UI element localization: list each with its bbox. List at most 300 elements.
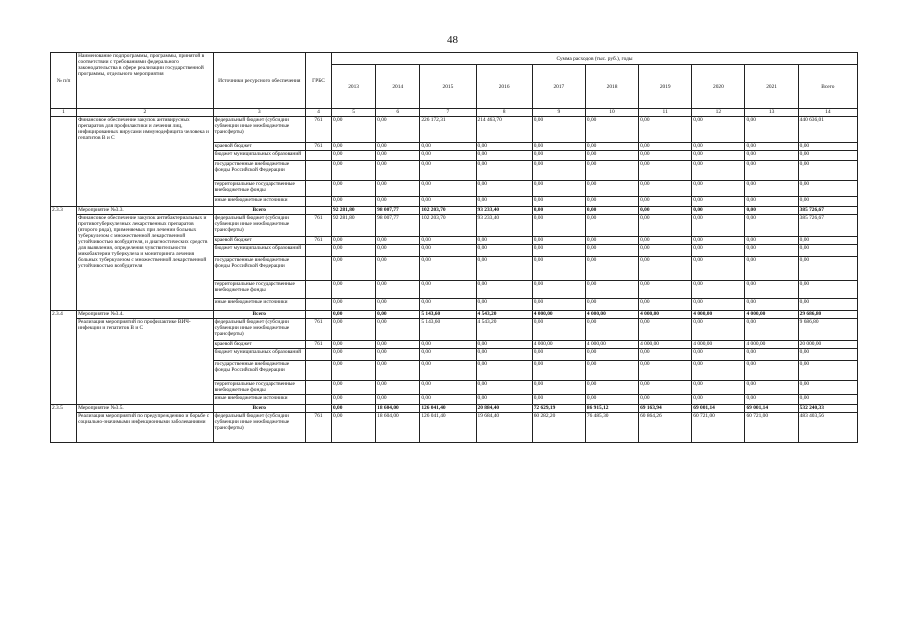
amount-value: 0,00 (745, 181, 798, 197)
amount-value: 0,00 (692, 161, 745, 181)
amount-value: 0,00 (745, 395, 798, 405)
column-index: 6 (376, 109, 420, 117)
total-value: 72 629,19 (532, 405, 585, 413)
amount-value: 0,00 (420, 395, 476, 405)
amount-value: 0,00 (798, 281, 857, 299)
amount-value: 0,00 (798, 349, 857, 361)
header-name: Наименование подпрограммы, программы, принятой в соответствии с требованиями федерального законодательства в сфере реализации государственной программы, отдельного мероприятия (77, 53, 214, 109)
amount-value: 0,00 (532, 117, 585, 143)
measure-title: Мероприятие №3.5. (77, 405, 214, 413)
total-row (51, 311, 858, 319)
amount-value: 0,00 (476, 161, 532, 181)
amount-value: 0,00 (420, 161, 476, 181)
grbs-code (305, 245, 331, 257)
amount-value: 0,00 (745, 299, 798, 311)
amount-value: 60 282,20 (532, 413, 585, 443)
source-row (51, 319, 858, 341)
total-value: 4 000,00 (639, 311, 692, 319)
amount-value: 0,00 (585, 395, 638, 405)
total-value: 18 604,00 (376, 405, 420, 413)
funding-source: государственные внебюджетные фонды Российской Федерации (213, 257, 305, 281)
year-header: 2017 (532, 65, 585, 109)
grbs-code: 761 (305, 215, 331, 237)
amount-value: 0,00 (532, 215, 585, 237)
amount-value: 0,00 (692, 143, 745, 151)
amount-value: 0,00 (798, 245, 857, 257)
amount-value: 0,00 (420, 299, 476, 311)
amount-value: 0,00 (745, 143, 798, 151)
amount-value: 0,00 (745, 245, 798, 257)
amount-value: 0,00 (376, 341, 420, 349)
amount-value: 4 543,20 (476, 319, 532, 341)
amount-value: 98 007,77 (376, 215, 420, 237)
amount-value: 5 143,60 (420, 319, 476, 341)
column-index: 13 (745, 109, 798, 117)
year-header: 2019 (639, 65, 692, 109)
amount-value: 0,00 (585, 117, 638, 143)
amount-value: 0,00 (639, 237, 692, 245)
measure-number: 2.3.5 (51, 405, 77, 443)
amount-value: 0,00 (476, 349, 532, 361)
header-sum: Сумма расходов (тыс. руб.), годы (332, 53, 858, 65)
amount-value: 0,00 (376, 349, 420, 361)
amount-value: 0,00 (420, 181, 476, 197)
source-row (51, 117, 858, 143)
amount-value: 0,00 (745, 215, 798, 237)
amount-value: 0,00 (745, 151, 798, 161)
total-value: 102 203,70 (420, 207, 476, 215)
amount-value: 0,00 (332, 349, 376, 361)
amount-value: 0,00 (745, 281, 798, 299)
amount-value: 0,00 (376, 395, 420, 405)
amount-value: 0,00 (798, 161, 857, 181)
column-index: 10 (585, 109, 638, 117)
grbs-cell (305, 207, 331, 215)
funding-source: иные внебюджетные источники (213, 197, 305, 207)
amount-value: 4 000,00 (692, 341, 745, 349)
amount-value: 0,00 (376, 237, 420, 245)
total-value: 4 000,00 (532, 311, 585, 319)
total-value: 126 041,40 (420, 405, 476, 413)
amount-value: 0,00 (639, 143, 692, 151)
amount-value: 0,00 (745, 257, 798, 281)
amount-value: 9 686,80 (798, 319, 857, 341)
header-grbs: ГРБС (305, 53, 331, 109)
amount-value: 0,00 (798, 197, 857, 207)
total-value: 86 915,12 (585, 405, 638, 413)
year-header: 2021 (745, 65, 798, 109)
grbs-code (305, 181, 331, 197)
amount-value: 0,00 (376, 143, 420, 151)
column-index: 1 (51, 109, 77, 117)
amount-value: 0,00 (585, 245, 638, 257)
amount-value: 0,00 (692, 117, 745, 143)
funding-source: государственные внебюджетные фонды Российской Федерации (213, 361, 305, 381)
amount-value: 0,00 (476, 361, 532, 381)
total-label: Всего (213, 311, 305, 319)
amount-value: 4 000,00 (585, 341, 638, 349)
measure-description: Финансовое обеспечение закупок антибактериальных и противотуберкулезных лекарственных препаратов (второго ряда), применяемых при лечении больных туберкулезом с множественной лекарственной устойчивостью возбудителя, и диагностических средств для выявления, определения чувствительности микобактерии туберкулеза и мониторинга лечения больных туберкулезом с множественной лекарственной устойчивостью возбудителя (77, 215, 214, 311)
amount-value: 0,00 (692, 257, 745, 281)
total-value: 69 163,94 (639, 405, 692, 413)
amount-value: 0,00 (476, 395, 532, 405)
total-value: 0,00 (585, 207, 638, 215)
amount-value: 0,00 (798, 237, 857, 245)
funding-source: иные внебюджетные источники (213, 299, 305, 311)
total-value: 69 001,14 (692, 405, 745, 413)
amount-value: 0,00 (639, 197, 692, 207)
amount-value: 440 636,01 (798, 117, 857, 143)
total-label: Всего (213, 207, 305, 215)
amount-value: 0,00 (585, 381, 638, 395)
amount-value: 0,00 (332, 245, 376, 257)
amount-value: 60 721,00 (692, 413, 745, 443)
amount-value: 0,00 (332, 143, 376, 151)
amount-value: 0,00 (532, 395, 585, 405)
amount-value: 0,00 (639, 215, 692, 237)
amount-value: 126 041,40 (420, 413, 476, 443)
total-value: 0,00 (532, 207, 585, 215)
total-value: 4 000,00 (585, 311, 638, 319)
column-index: 3 (213, 109, 305, 117)
total-value: 0,00 (332, 311, 376, 319)
measure-description: Реализация мероприятий по профилактике ВИЧ-инфекции и гепатитов В и С (77, 319, 214, 405)
amount-value: 0,00 (476, 151, 532, 161)
amount-value: 0,00 (585, 281, 638, 299)
column-index: 11 (639, 109, 692, 117)
amount-value: 0,00 (376, 381, 420, 395)
amount-value: 0,00 (420, 281, 476, 299)
amount-value: 0,00 (376, 161, 420, 181)
amount-value: 0,00 (532, 349, 585, 361)
amount-value: 0,00 (692, 237, 745, 245)
amount-value: 0,00 (745, 349, 798, 361)
amount-value: 92 281,80 (332, 215, 376, 237)
total-value: 0,00 (332, 405, 376, 413)
grbs-code: 761 (305, 117, 331, 143)
measure-number (51, 117, 77, 207)
amount-value: 0,00 (420, 197, 476, 207)
total-value: 0,00 (376, 311, 420, 319)
amount-value: 0,00 (745, 197, 798, 207)
grbs-code: 761 (305, 237, 331, 245)
grbs-code (305, 381, 331, 395)
amount-value: 0,00 (798, 381, 857, 395)
year-header: 2013 (332, 65, 376, 109)
total-value: 4 000,00 (745, 311, 798, 319)
amount-value: 0,00 (332, 151, 376, 161)
amount-value: 18 604,00 (376, 413, 420, 443)
amount-value: 0,00 (745, 381, 798, 395)
amount-value: 0,00 (476, 245, 532, 257)
funding-source: федеральный бюджет (субсидии субвенции иные межбюджетные трансферты) (213, 215, 305, 237)
amount-value: 0,00 (376, 319, 420, 341)
amount-value: 0,00 (692, 245, 745, 257)
amount-value: 0,00 (332, 181, 376, 197)
amount-value: 0,00 (476, 341, 532, 349)
amount-value: 0,00 (639, 161, 692, 181)
amount-value: 483 403,56 (798, 413, 857, 443)
amount-value: 0,00 (692, 197, 745, 207)
grbs-code (305, 151, 331, 161)
amount-value: 0,00 (745, 117, 798, 143)
amount-value: 0,00 (420, 143, 476, 151)
grbs-code (305, 197, 331, 207)
amount-value: 0,00 (376, 281, 420, 299)
amount-value: 0,00 (585, 361, 638, 381)
amount-value: 0,00 (798, 299, 857, 311)
total-row (51, 405, 858, 413)
amount-value: 0,00 (639, 299, 692, 311)
grbs-code: 761 (305, 341, 331, 349)
funding-source: бюджет муниципальных образований (213, 245, 305, 257)
amount-value: 0,00 (639, 245, 692, 257)
amount-value: 0,00 (692, 215, 745, 237)
amount-value: 0,00 (798, 257, 857, 281)
total-value: 4 543,20 (476, 311, 532, 319)
amount-value: 0,00 (376, 257, 420, 281)
amount-value: 76 485,30 (585, 413, 638, 443)
grbs-code (305, 395, 331, 405)
amount-value: 0,00 (332, 117, 376, 143)
amount-value: 0,00 (376, 151, 420, 161)
amount-value: 0,00 (639, 151, 692, 161)
funding-source: государственные внебюджетные фонды Российской Федерации (213, 161, 305, 181)
total-value: 93 233,40 (476, 207, 532, 215)
amount-value: 0,00 (639, 381, 692, 395)
grbs-code (305, 361, 331, 381)
measure-title: Мероприятие №3.4. (77, 311, 214, 319)
amount-value: 385 726,67 (798, 215, 857, 237)
expenses-table (50, 52, 858, 443)
amount-value: 19 684,40 (476, 413, 532, 443)
amount-value: 0,00 (376, 361, 420, 381)
measure-title: Мероприятие №3.3. (77, 207, 214, 215)
grbs-code (305, 349, 331, 361)
amount-value: 0,00 (639, 257, 692, 281)
amount-value: 0,00 (332, 413, 376, 443)
amount-value: 0,00 (476, 197, 532, 207)
amount-value: 0,00 (376, 245, 420, 257)
amount-value: 0,00 (376, 197, 420, 207)
page-number: 48 (447, 34, 458, 46)
amount-value: 0,00 (420, 341, 476, 349)
year-header: 2015 (420, 65, 476, 109)
amount-value: 0,00 (420, 245, 476, 257)
amount-value: 0,00 (585, 257, 638, 281)
amount-value: 0,00 (798, 143, 857, 151)
amount-value: 0,00 (639, 361, 692, 381)
amount-value: 0,00 (420, 151, 476, 161)
amount-value: 0,00 (476, 181, 532, 197)
grbs-code (305, 299, 331, 311)
amount-value: 0,00 (532, 319, 585, 341)
amount-value: 60 721,00 (745, 413, 798, 443)
measure-description: Финансовое обеспечение закупок антивирусных препаратов для профилактики и лечения лиц, инфицированных вирусами иммунодефицита человека и гепатитов В и С (77, 117, 214, 207)
amount-value: 0,00 (692, 151, 745, 161)
amount-value: 0,00 (585, 151, 638, 161)
amount-value: 0,00 (532, 361, 585, 381)
header-source: Источники ресурсного обеспечения (213, 53, 305, 109)
funding-source: федеральный бюджет (субсидии субвенции иные межбюджетные трансферты) (213, 319, 305, 341)
amount-value: 0,00 (532, 237, 585, 245)
amount-value: 0,00 (639, 117, 692, 143)
measure-description: Реализация мероприятий по предупреждению и борьбе с социально-значимыми инфекционными заболеваниями (77, 413, 214, 443)
total-row (51, 207, 858, 215)
amount-value: 0,00 (332, 319, 376, 341)
amount-value: 0,00 (332, 299, 376, 311)
amount-value: 0,00 (332, 281, 376, 299)
amount-value: 0,00 (332, 381, 376, 395)
amount-value: 0,00 (420, 349, 476, 361)
amount-value: 226 172,31 (420, 117, 476, 143)
amount-value: 0,00 (332, 237, 376, 245)
funding-source: территориальные государственные внебюджетные фонды (213, 381, 305, 395)
amount-value: 0,00 (332, 361, 376, 381)
amount-value: 0,00 (745, 319, 798, 341)
amount-value: 0,00 (532, 281, 585, 299)
grbs-code (305, 281, 331, 299)
amount-value: 0,00 (692, 281, 745, 299)
year-header: 2014 (376, 65, 420, 109)
amount-value: 0,00 (420, 257, 476, 281)
total-value: 5 143,60 (420, 311, 476, 319)
funding-source: федеральный бюджет (субсидии субвенции иные межбюджетные трансферты) (213, 413, 305, 443)
amount-value: 0,00 (476, 299, 532, 311)
amount-value: 0,00 (745, 237, 798, 245)
funding-source: федеральный бюджет (субсидии субвенции иные межбюджетные трансферты) (213, 117, 305, 143)
column-index: 14 (798, 109, 857, 117)
amount-value: 0,00 (692, 181, 745, 197)
amount-value: 0,00 (532, 381, 585, 395)
amount-value: 0,00 (692, 361, 745, 381)
amount-value: 4 000,00 (532, 341, 585, 349)
amount-value: 0,00 (585, 237, 638, 245)
column-index: 4 (305, 109, 331, 117)
amount-value: 0,00 (476, 281, 532, 299)
column-index: 7 (420, 109, 476, 117)
amount-value: 0,00 (376, 117, 420, 143)
column-index: 5 (332, 109, 376, 117)
amount-value: 0,00 (585, 299, 638, 311)
amount-value: 0,00 (639, 181, 692, 197)
amount-value: 0,00 (585, 143, 638, 151)
amount-value: 0,00 (420, 237, 476, 245)
amount-value: 0,00 (332, 161, 376, 181)
amount-value: 0,00 (532, 151, 585, 161)
total-value: 69 001,14 (745, 405, 798, 413)
year-header: 2020 (692, 65, 745, 109)
amount-value: 0,00 (532, 161, 585, 181)
amount-value: 0,00 (476, 237, 532, 245)
amount-value: 0,00 (692, 299, 745, 311)
grbs-cell (305, 311, 331, 319)
amount-value: 0,00 (585, 215, 638, 237)
amount-value: 0,00 (585, 161, 638, 181)
amount-value: 4 000,00 (745, 341, 798, 349)
column-index: 8 (476, 109, 532, 117)
amount-value: 0,00 (798, 181, 857, 197)
total-value: 29 686,80 (798, 311, 857, 319)
funding-source: краевой бюджет (213, 143, 305, 151)
source-row (51, 413, 858, 443)
source-row (51, 215, 858, 237)
amount-value: 0,00 (692, 381, 745, 395)
amount-value: 0,00 (585, 319, 638, 341)
column-index: 9 (532, 109, 585, 117)
amount-value: 0,00 (332, 341, 376, 349)
funding-source: краевой бюджет (213, 237, 305, 245)
year-header: 2016 (476, 65, 532, 109)
funding-source: бюджет муниципальных образований (213, 349, 305, 361)
amount-value: 20 000,00 (798, 341, 857, 349)
amount-value: 4 000,00 (639, 341, 692, 349)
funding-source: иные внебюджетные источники (213, 395, 305, 405)
amount-value: 0,00 (798, 361, 857, 381)
amount-value: 0,00 (639, 349, 692, 361)
amount-value: 0,00 (639, 395, 692, 405)
total-value: 0,00 (745, 207, 798, 215)
amount-value: 0,00 (639, 319, 692, 341)
total-value: 0,00 (692, 207, 745, 215)
amount-value: 0,00 (332, 257, 376, 281)
amount-value: 0,00 (532, 257, 585, 281)
grbs-code: 761 (305, 319, 331, 341)
header-no: № п/п (51, 53, 77, 109)
total-label: Всего (213, 405, 305, 413)
grbs-cell (305, 405, 331, 413)
amount-value: 0,00 (745, 161, 798, 181)
amount-value: 0,00 (585, 349, 638, 361)
amount-value: 0,00 (585, 197, 638, 207)
year-header: 2018 (585, 65, 638, 109)
amount-value: 0,00 (332, 197, 376, 207)
total-value: 532 240,33 (798, 405, 857, 413)
funding-source: краевой бюджет (213, 341, 305, 349)
funding-source: территориальные государственные внебюджетные фонды (213, 281, 305, 299)
amount-value: 93 233,40 (476, 215, 532, 237)
amount-value: 0,00 (420, 361, 476, 381)
amount-value: 0,00 (420, 381, 476, 395)
amount-value: 0,00 (532, 299, 585, 311)
grbs-code: 761 (305, 143, 331, 151)
grbs-code: 761 (305, 413, 331, 443)
amount-value: 0,00 (376, 181, 420, 197)
amount-value: 0,00 (332, 395, 376, 405)
measure-number: 2.3.3 (51, 207, 77, 311)
amount-value: 0,00 (692, 319, 745, 341)
total-value: 20 884,40 (476, 405, 532, 413)
column-index: 12 (692, 109, 745, 117)
total-value: 385 726,67 (798, 207, 857, 215)
amount-value: 0,00 (639, 281, 692, 299)
amount-value: 0,00 (692, 395, 745, 405)
amount-value: 0,00 (745, 361, 798, 381)
amount-value: 0,00 (476, 381, 532, 395)
amount-value: 0,00 (585, 181, 638, 197)
grbs-code (305, 161, 331, 181)
amount-value: 0,00 (476, 257, 532, 281)
grbs-code (305, 257, 331, 281)
total-value: 98 007,77 (376, 207, 420, 215)
amount-value: 214 463,70 (476, 117, 532, 143)
total-value: 4 000,00 (692, 311, 745, 319)
amount-value: 0,00 (532, 197, 585, 207)
amount-value: 0,00 (532, 181, 585, 197)
amount-value: 60 864,26 (639, 413, 692, 443)
amount-value: 0,00 (798, 151, 857, 161)
amount-value: 0,00 (532, 245, 585, 257)
